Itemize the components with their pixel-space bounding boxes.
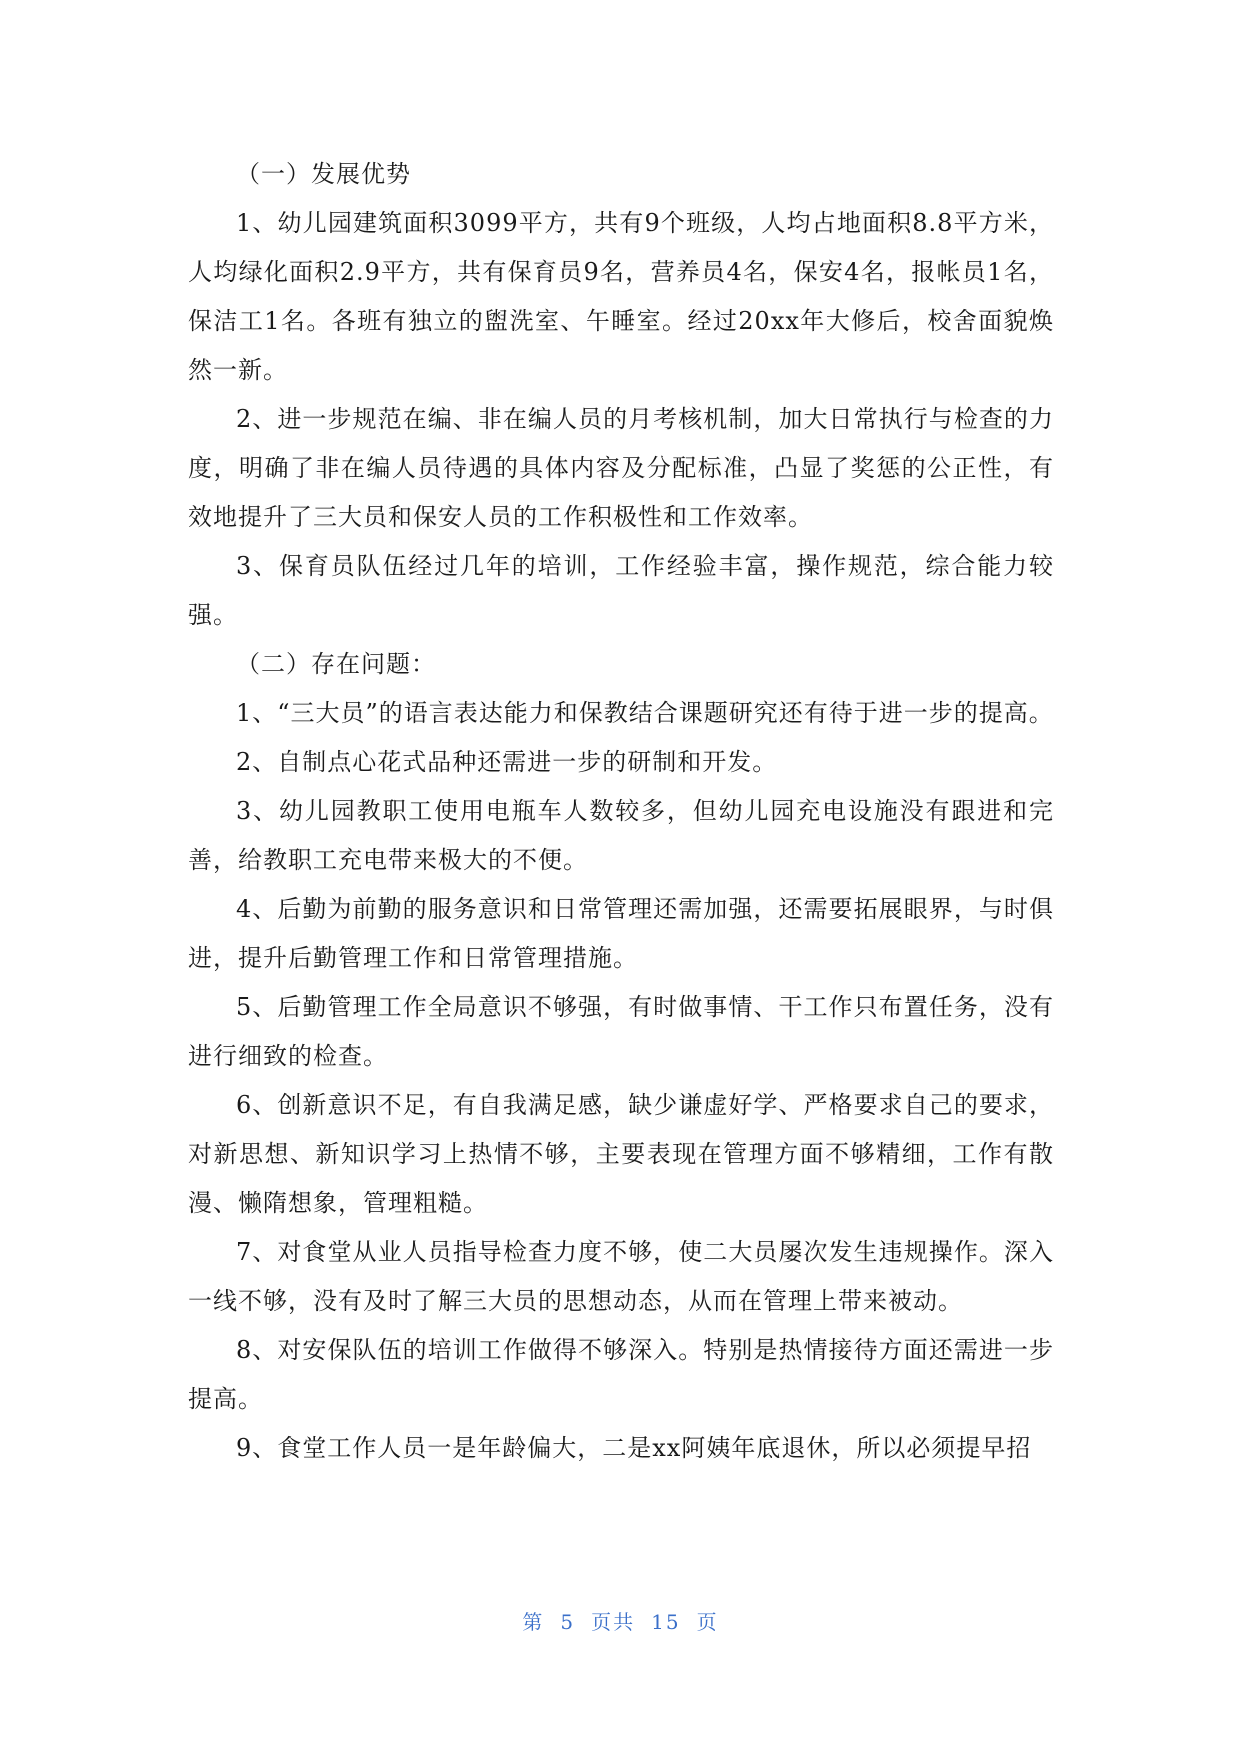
paragraph: 3、幼儿园教职工使用电瓶车人数较多，但幼儿园充电设施没有跟进和完善，给教职工充电带来极大的不便。 — [188, 797, 1054, 874]
paragraph: 8、对安保队伍的培训工作做得不够深入。特别是热情接待方面还需进一步提高。 — [188, 1336, 1054, 1413]
footer-total-pages: 15 — [651, 1610, 681, 1634]
paragraph: 6、创新意识不足，有自我满足感，缺少谦虚好学、严格要求自己的要求，对新思想、新知识学习上热情不够，主要表现在管理方面不够精细，工作有散漫、懒隋想象，管理粗糙。 — [188, 1091, 1054, 1217]
section-heading-advantages: （一）发展优势 — [236, 160, 411, 188]
section-heading-problems: （二）存在问题： — [236, 650, 436, 678]
paragraph: 5、后勤管理工作全局意识不够强，有时做事情、干工作只布置任务，没有进行细致的检查。 — [188, 993, 1054, 1070]
paragraph: 9、食堂工作人员一是年龄偏大，二是xx阿姨年底退休，所以必须提早招 — [236, 1434, 1032, 1462]
paragraph: 1、“三大员”的语言表达能力和保教结合课题研究还有待于进一步的提高。 — [236, 699, 1054, 727]
paragraph: 7、对食堂从业人员指导检查力度不够，使二大员屡次发生违规操作。深入一线不够，没有及时了解三大员的思想动态，从而在管理上带来被动。 — [188, 1238, 1054, 1315]
document-body — [188, 150, 1054, 1473]
paragraph: 1、幼儿园建筑面积3099平方，共有9个班级，人均占地面积8.8平方米，人均绿化面积2.9平方，共有保育员9名，营养员4名，保安4名，报帐员1名，保洁工1名。各班有独立的盥洗室、午睡室。经过20xx年大修后，校舍面貌焕然一新。 — [188, 209, 1054, 384]
paragraph: 4、后勤为前勤的服务意识和日常管理还需加强，还需要拓展眼界，与时俱进，提升后勤管理工作和日常管理措施。 — [188, 895, 1054, 972]
paragraph: 2、进一步规范在编、非在编人员的月考核机制，加大日常执行与检查的力度，明确了非在编人员待遇的具体内容及分配标准，凸显了奖惩的公正性，有效地提升了三大员和保安人员的工作积极性和工作效率。 — [188, 405, 1054, 531]
page-number-footer — [0, 1606, 1241, 1635]
footer-label-of: 页共 — [591, 1610, 636, 1634]
footer-current-page: 5 — [560, 1610, 576, 1634]
paragraph: 2、自制点心花式品种还需进一步的研制和开发。 — [236, 748, 778, 776]
footer-label-end: 页 — [696, 1610, 719, 1634]
paragraph: 3、保育员队伍经过几年的培训，工作经验丰富，操作规范，综合能力较强。 — [188, 552, 1054, 629]
footer-label-page: 第 — [522, 1610, 545, 1634]
